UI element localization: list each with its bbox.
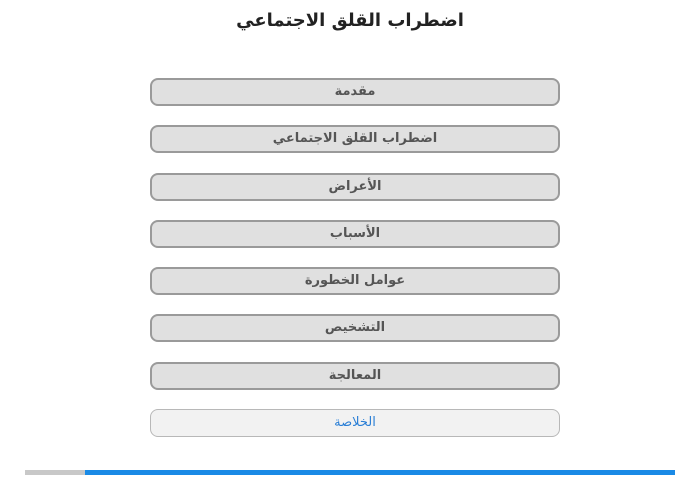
menu-item-causes[interactable]: الأسباب	[150, 220, 560, 248]
menu-item-intro[interactable]: مقدمة	[150, 78, 560, 106]
chapter-menu	[150, 78, 560, 456]
progress-fill	[85, 470, 675, 475]
menu-item-risk-factors[interactable]: عوامل الخطورة	[150, 267, 560, 295]
menu-item-social-anxiety[interactable]: اضطراب القلق الاجتماعي	[150, 125, 560, 153]
menu-item-diagnosis[interactable]: التشخيص	[150, 314, 560, 342]
menu-item-treatment[interactable]: المعالجة	[150, 362, 560, 390]
menu-item-summary[interactable]: الخلاصة	[150, 409, 560, 437]
page-title: اضطراب القلق الاجتماعي	[236, 10, 464, 31]
progress-bar	[25, 470, 675, 475]
menu-item-symptoms[interactable]: الأعراض	[150, 173, 560, 201]
